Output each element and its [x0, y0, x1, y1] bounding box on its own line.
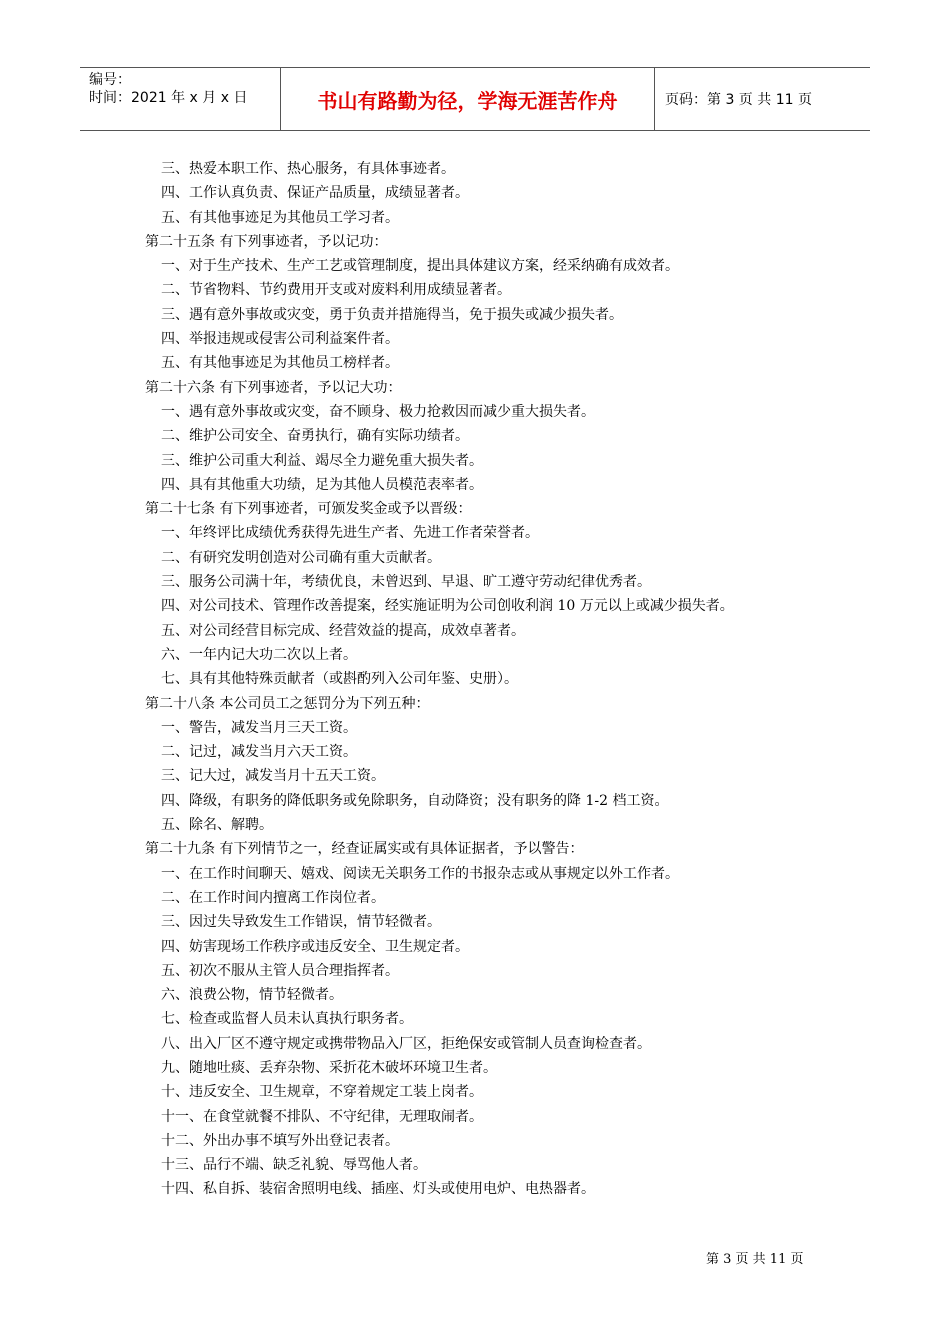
list-item: 十四、私自拆、装宿舍照明电线、插座、灯头或使用电炉、电热器者。 [161, 1181, 595, 1198]
list-item: 一、遇有意外事故或灾变，奋不顾身、极力抢救因而减少重大损失者。 [161, 403, 595, 420]
list-item: 六、浪费公物，情节轻微者。 [161, 987, 343, 1004]
page-header [80, 67, 870, 131]
list-item: 十、违反安全、卫生规章，不穿着规定工装上岗者。 [161, 1084, 483, 1101]
list-item: 三、热爱本职工作、热心服务，有具体事迹者。 [161, 161, 455, 177]
list-item: 二、有研究发明创造对公司确有重大贡献者。 [161, 549, 441, 566]
list-item: 四、妨害现场工作秩序或违反安全、卫生规定者。 [161, 938, 469, 955]
list-item: 九、随地吐痰、丢弃杂物、采折花木破坏环境卫生者。 [161, 1059, 497, 1076]
time-label: 时间：2021 年 x 月 x 日 [89, 90, 248, 106]
list-item: 四、举报违规或侵害公司利益案件者。 [161, 331, 399, 348]
list-item: 十三、品行不端、缺乏礼貌、辱骂他人者。 [161, 1157, 427, 1174]
list-item: 二、节省物料、节约费用开支或对废料利用成绩显著者。 [161, 282, 511, 299]
list-item: 七、检查或监督人员未认真执行职务者。 [161, 1011, 413, 1028]
list-item: 五、有其他事迹足为其他员工学习者。 [161, 209, 399, 226]
list-item: 五、除名、解聘。 [161, 817, 273, 834]
list-item: 七、具有其他特殊贡献者（或斟酌列入公司年鉴、史册）。 [161, 671, 518, 688]
header-meta [80, 68, 281, 130]
article-heading: 第二十九条 有下列情节之一，经查证属实或有具体证据者，予以警告： [145, 841, 584, 858]
list-item: 一、年终评比成绩优秀获得先进生产者、先进工作者荣誉者。 [161, 525, 539, 542]
list-item: 三、服务公司满十年，考绩优良，未曾迟到、早退、旷工遵守劳动纪律优秀者。 [161, 574, 651, 591]
list-item: 二、记过，减发当月六天工资。 [161, 744, 357, 761]
page-footer: 第 3 页 共 11 页 [706, 1252, 804, 1267]
list-item: 四、对公司技术、管理作改善提案，经实施证明为公司创收利润 10 万元以上或减少损失者。 [161, 598, 734, 615]
list-item: 三、因过失导致发生工作错误，情节轻微者。 [161, 914, 441, 931]
list-item: 一、警告，减发当月三天工资。 [161, 719, 357, 736]
document-body [145, 157, 845, 1202]
list-item: 六、一年内记大功二次以上者。 [161, 646, 357, 663]
list-item: 一、对于生产技术、生产工艺或管理制度，提出具体建议方案，经采纳确有成效者。 [161, 258, 679, 275]
header-motto: 书山有路勤为径，学海无涯苦作舟 [281, 68, 655, 130]
list-item: 四、降级，有职务的降低职务或免除职务，自动降资；没有职务的降 1-2 档工资。 [161, 792, 669, 809]
list-item: 五、有其他事迹足为其他员工榜样者。 [161, 355, 399, 372]
list-item: 三、遇有意外事故或灾变，勇于负责并措施得当，免于损失或减少损失者。 [161, 306, 623, 323]
list-item: 十二、外出办事不填写外出登记表者。 [161, 1132, 399, 1149]
list-item: 一、在工作时间聊天、嬉戏、阅读无关职务工作的书报杂志或从事规定以外工作者。 [161, 865, 679, 882]
list-item: 四、工作认真负责、保证产品质量，成绩显著者。 [161, 185, 469, 202]
article-heading: 第二十五条 有下列事迹者，予以记功： [145, 233, 388, 250]
list-item: 五、初次不服从主管人员合理指挥者。 [161, 962, 399, 979]
list-item: 二、在工作时间内擅离工作岗位者。 [161, 889, 385, 906]
list-item: 五、对公司经营目标完成、经营效益的提高，成效卓著者。 [161, 622, 525, 639]
header-page-info: 页码：第 3 页 共 11 页 [665, 92, 812, 108]
list-item: 二、维护公司安全、奋勇执行，确有实际功绩者。 [161, 428, 469, 445]
article-heading: 第二十八条 本公司员工之惩罚分为下列五种： [145, 695, 430, 712]
list-item: 四、具有其他重大功绩，足为其他人员模范表率者。 [161, 476, 483, 493]
list-item: 三、记大过，减发当月十五天工资。 [161, 768, 385, 785]
list-item: 十一、在食堂就餐不排队、不守纪律，无理取闹者。 [161, 1108, 483, 1125]
list-item: 八、出入厂区不遵守规定或携带物品入厂区，拒绝保安或管制人员查询检查者。 [161, 1035, 651, 1052]
article-heading: 第二十七条 有下列事迹者，可颁发奖金或予以晋级： [145, 501, 472, 518]
serial-label: 编号： [89, 72, 131, 88]
list-item: 三、维护公司重大利益、竭尽全力避免重大损失者。 [161, 452, 483, 469]
article-heading: 第二十六条 有下列事迹者，予以记大功： [145, 379, 402, 396]
